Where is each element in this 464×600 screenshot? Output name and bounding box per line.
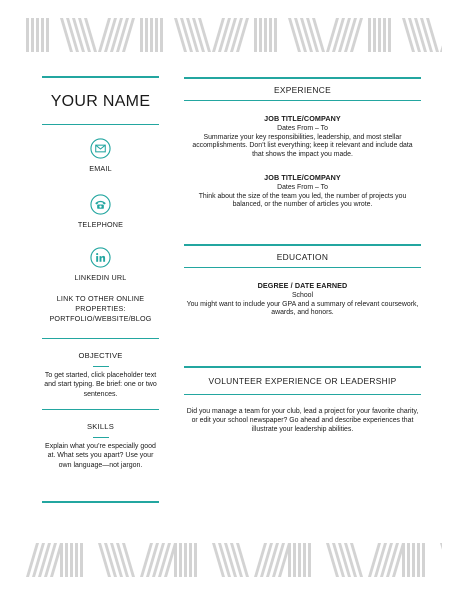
experience-heading: EXPERIENCE bbox=[274, 85, 331, 95]
school-name[interactable]: School bbox=[291, 292, 314, 299]
band-stripe bbox=[402, 543, 405, 577]
linkedin-label[interactable]: LINKEDIN URL bbox=[74, 273, 127, 282]
band-stripe-group bbox=[288, 18, 325, 52]
band-stripe bbox=[373, 18, 376, 52]
experience-section bbox=[184, 77, 421, 210]
volunteer-heading: VOLUNTEER EXPERIENCE OR LEADERSHIP bbox=[208, 376, 397, 386]
band-stripe bbox=[46, 18, 49, 52]
band-stripe bbox=[179, 543, 182, 577]
linkedin-block bbox=[42, 231, 159, 284]
band-stripe-group bbox=[326, 18, 363, 52]
band-stripe-group bbox=[440, 18, 442, 52]
heading-rule bbox=[93, 366, 109, 367]
online-properties-links[interactable]: LINK TO OTHER ONLINE PROPERTIES: PORTFOLIO/WEBSITE/BLOG bbox=[49, 294, 152, 323]
band-stripe-group bbox=[174, 543, 197, 577]
band-stripe-group bbox=[288, 543, 311, 577]
linkedin-icon bbox=[90, 247, 111, 268]
band-stripe bbox=[254, 18, 257, 52]
band-stripe bbox=[145, 18, 148, 52]
education-heading: EDUCATION bbox=[276, 252, 329, 262]
volunteer-description[interactable]: Did you manage a team for your club, lead a project for your favorite charity, or edit your school newspaper? Go ahead and describe experiences that illustrate your leadership abilities. bbox=[186, 408, 419, 433]
band-stripe bbox=[160, 18, 163, 52]
job-description[interactable]: Think about the size of the team you led, the number of projects you balanced, or the number of articles you wrote. bbox=[198, 192, 407, 209]
band-stripe-group bbox=[26, 18, 49, 52]
band-stripe bbox=[383, 18, 386, 52]
objective-text[interactable]: To get started, click placeholder text and start typing. Be brief: one or two sentences. bbox=[44, 372, 157, 398]
divider bbox=[42, 501, 159, 503]
band-stripe bbox=[155, 18, 158, 52]
band-stripe bbox=[75, 543, 78, 577]
band-stripe-group bbox=[212, 543, 249, 577]
band-stripe bbox=[269, 18, 272, 52]
decorative-pattern-bottom bbox=[26, 543, 442, 577]
band-stripe-group bbox=[140, 543, 177, 577]
divider bbox=[42, 76, 159, 78]
education-description[interactable]: You might want to include your GPA and a summary of relevant coursework, awards, and honors. bbox=[186, 300, 419, 317]
band-stripe bbox=[417, 543, 420, 577]
job-title[interactable]: JOB TITLE/COMPANY bbox=[264, 172, 341, 182]
band-stripe bbox=[378, 18, 381, 52]
email-block bbox=[42, 125, 159, 178]
band-stripe bbox=[174, 543, 177, 577]
band-stripe bbox=[70, 543, 73, 577]
band-stripe-group bbox=[402, 543, 425, 577]
band-stripe-group bbox=[174, 18, 211, 52]
band-stripe bbox=[65, 543, 68, 577]
job-title[interactable]: JOB TITLE/COMPANY bbox=[264, 114, 341, 123]
band-stripe bbox=[259, 18, 262, 52]
band-stripe-group bbox=[326, 543, 363, 577]
your-name[interactable]: YOUR NAME bbox=[50, 93, 151, 110]
telephone-block bbox=[42, 178, 159, 231]
band-stripe-group bbox=[368, 18, 391, 52]
band-stripe bbox=[60, 543, 63, 577]
band-stripe bbox=[303, 543, 306, 577]
left-column bbox=[42, 76, 159, 503]
job-description[interactable]: Summarize your key responsibilities, leadership, and most stellar accomplishments. Don’t list everything; keep it relevant and include data that shows the impact you made. bbox=[192, 133, 413, 159]
job-dates[interactable]: Dates From – To bbox=[277, 125, 328, 132]
divider bbox=[184, 267, 421, 268]
divider bbox=[42, 409, 159, 410]
band-stripe bbox=[31, 18, 34, 52]
band-stripe-group bbox=[254, 543, 291, 577]
band-stripe-group bbox=[440, 543, 442, 577]
education-section bbox=[184, 244, 421, 318]
skills-heading: SKILLS bbox=[87, 422, 114, 431]
band-stripe bbox=[440, 18, 442, 52]
education-entry bbox=[184, 281, 421, 318]
job-entry bbox=[184, 173, 421, 210]
band-stripe-group bbox=[212, 18, 249, 52]
band-stripe bbox=[80, 543, 83, 577]
job-dates[interactable]: Dates From – To bbox=[277, 183, 328, 191]
telephone-label[interactable]: TELEPHONE bbox=[77, 220, 124, 229]
email-label[interactable]: EMAIL bbox=[89, 164, 112, 173]
band-stripe bbox=[194, 543, 197, 577]
band-stripe-group bbox=[368, 543, 405, 577]
divider bbox=[184, 100, 421, 101]
band-stripe bbox=[41, 18, 44, 52]
decorative-pattern-top bbox=[26, 18, 442, 52]
band-stripe-group bbox=[140, 18, 163, 52]
telephone-icon bbox=[90, 194, 111, 215]
envelope-icon bbox=[90, 138, 111, 159]
band-stripe bbox=[264, 18, 267, 52]
band-stripe bbox=[308, 543, 311, 577]
band-stripe-group bbox=[60, 543, 83, 577]
band-stripe bbox=[298, 543, 301, 577]
band-stripe bbox=[140, 18, 143, 52]
band-stripe bbox=[293, 543, 296, 577]
band-stripe bbox=[189, 543, 192, 577]
band-stripe-group bbox=[402, 18, 439, 52]
band-stripe bbox=[422, 543, 425, 577]
band-stripe bbox=[184, 543, 187, 577]
band-stripe bbox=[36, 18, 39, 52]
volunteer-section bbox=[184, 366, 421, 434]
band-stripe bbox=[368, 18, 371, 52]
degree-title[interactable]: DEGREE / DATE EARNED bbox=[257, 281, 348, 290]
band-stripe bbox=[26, 18, 29, 52]
divider bbox=[42, 338, 159, 339]
band-stripe-group bbox=[60, 18, 97, 52]
band-stripe bbox=[288, 543, 291, 577]
objective-heading: OBJECTIVE bbox=[78, 351, 123, 360]
band-stripe-group bbox=[98, 543, 135, 577]
band-stripe bbox=[407, 543, 410, 577]
band-stripe bbox=[274, 18, 277, 52]
band-stripe bbox=[412, 543, 415, 577]
heading-rule bbox=[93, 437, 109, 438]
band-stripe-group bbox=[98, 18, 135, 52]
band-stripe-group bbox=[26, 543, 63, 577]
band-stripe bbox=[388, 18, 391, 52]
job-entry bbox=[184, 114, 421, 160]
divider bbox=[184, 394, 421, 395]
band-stripe bbox=[150, 18, 153, 52]
band-stripe-group bbox=[254, 18, 277, 52]
band-stripe bbox=[440, 543, 442, 577]
skills-text[interactable]: Explain what you’re especially good at. What sets you apart? Use your own language—not jargon. bbox=[45, 443, 156, 469]
